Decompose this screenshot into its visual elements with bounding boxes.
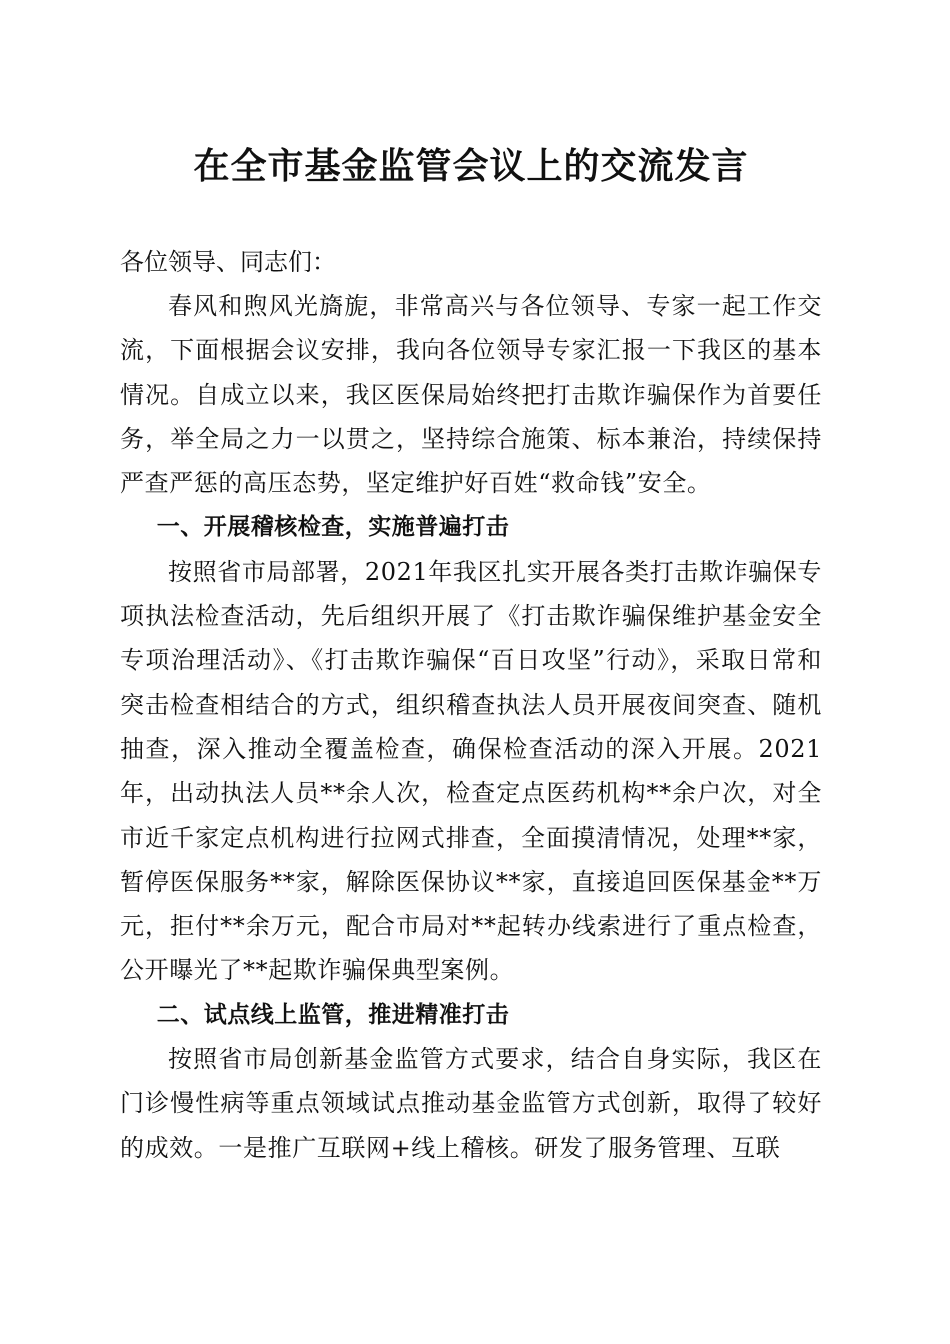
section-1-heading: 一、开展稽核检查，实施普遍打击 [156, 514, 510, 541]
section-2-heading: 二、试点线上监管，推进精准打击 [156, 1001, 510, 1028]
page-title: 在全市基金监管会议上的交流发言 [193, 145, 749, 187]
salutation: 各位领导、同志们： [120, 248, 336, 276]
section-2-paragraph: 按照省市局创新基金监管方式要求，结合自身实际，我区在门诊慢性病等重点领域试点推动基金监管方式创新，取得了较好的成效。一是推广互联网+线上稽核。研发了服务管理、互联 [120, 1045, 822, 1162]
intro-paragraph: 春风和煦风光旖旎，非常高兴与各位领导、专家一起工作交流，下面根据会议安排，我向各位领导专家汇报一下我区的基本情况。自成立以来，我区医保局始终把打击欺诈骗保作为首要任务，举全局之力一以贯之，坚持综合施策、标本兼治，持续保持严查严惩的高压态势，坚定维护好百姓“救命钱”安全。 [120, 292, 822, 498]
section-1-paragraph: 按照省市局部署，2021年我区扎实开展各类打击欺诈骗保专项执法检查活动，先后组织开展了《打击欺诈骗保维护基金安全专项治理活动》、《打击欺诈骗保“百日攻坚”行动》，采取日常和突击检查相结合的方式，组织稽查执法人员开展夜间突查、随机抽查，深入推动全覆盖检查，确保检查活动的深入开展。2021年，出动执法人员**余人次，检查定点医药机构**余户次，对全市近千家定点机构进行拉网式排查，全面摸清情况，处理**家，暂停医保服务**家，解除医保协议**家，直接追回医保基金**万元，拒付**余万元，配合市局对**起转办线索进行了重点检查，公开曝光了**起欺诈骗保典型案例。 [120, 557, 822, 985]
